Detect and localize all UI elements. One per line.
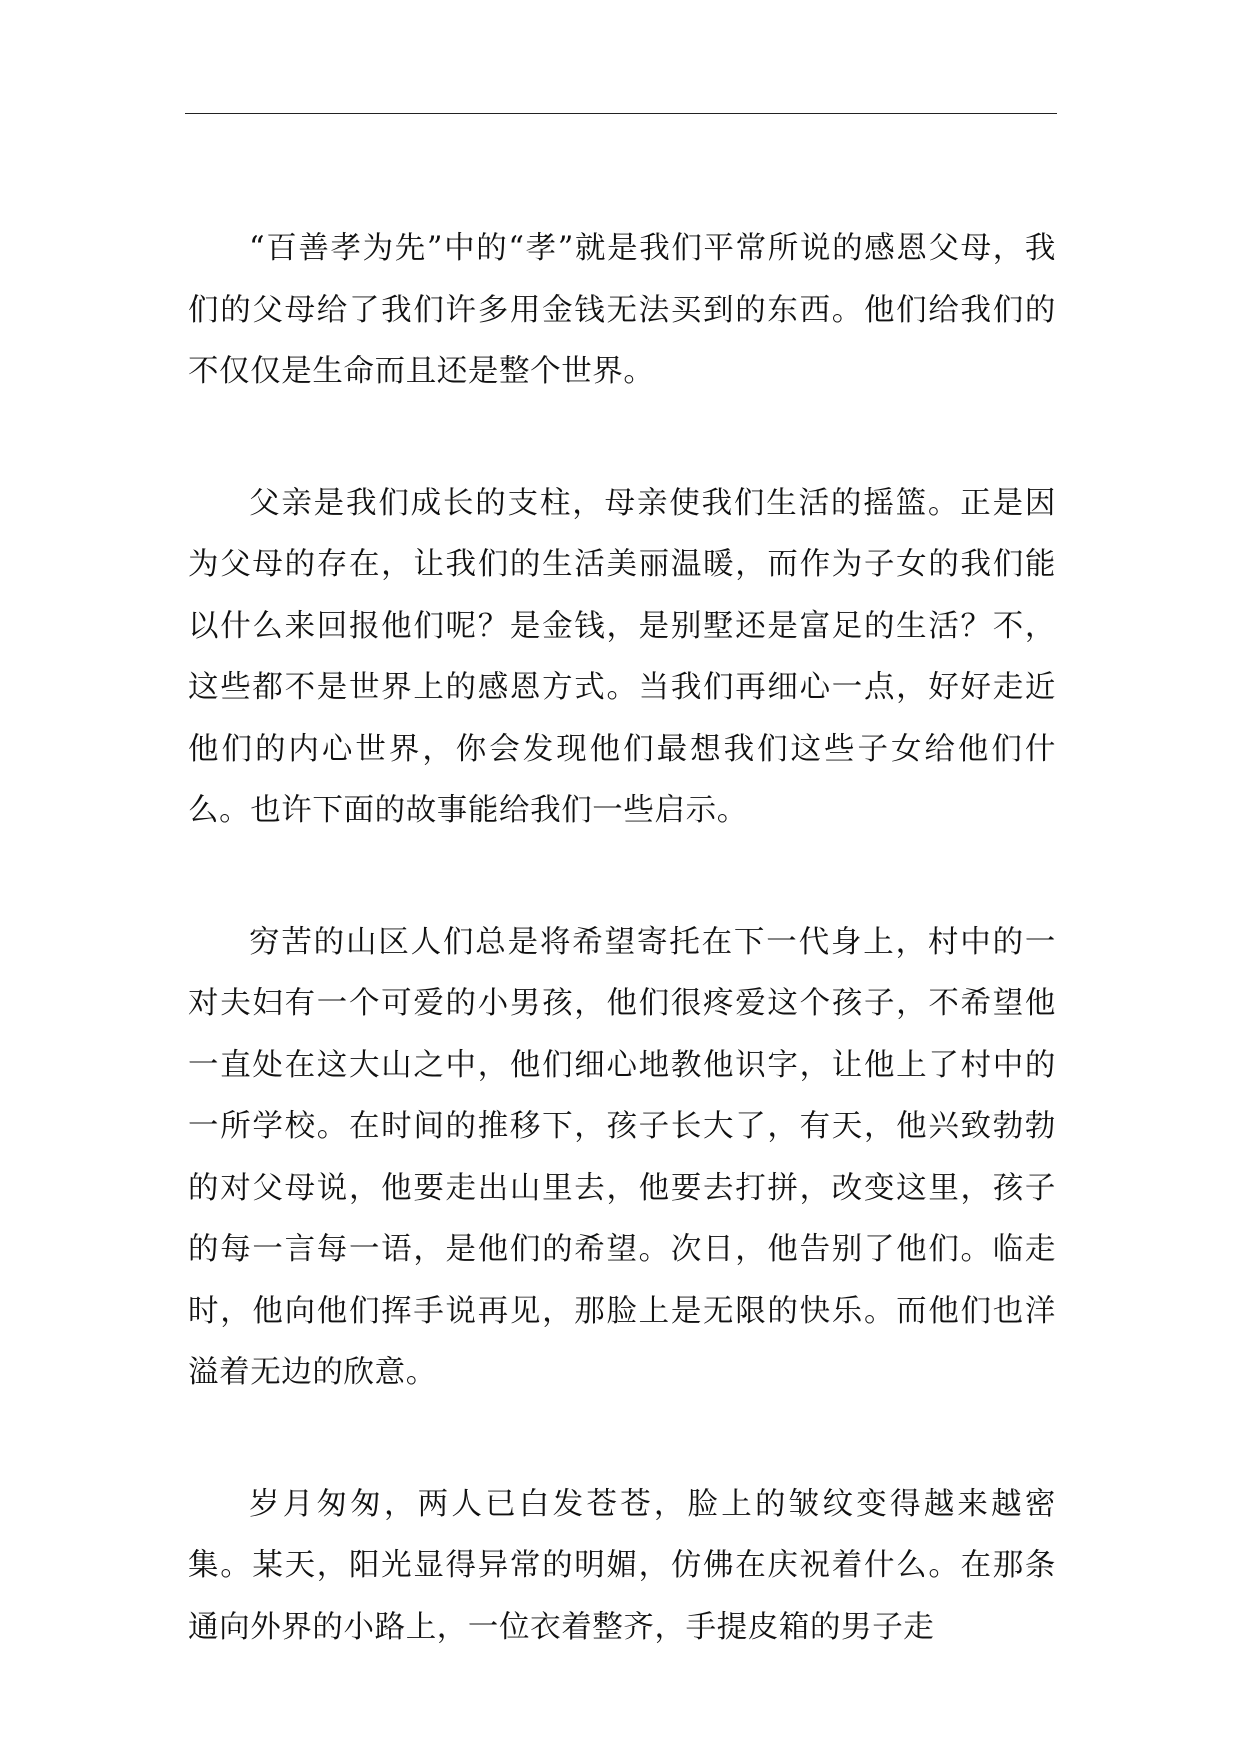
document-body [188, 218, 1056, 1728]
paragraph-1: “百善孝为先”中的“孝”就是我们平常所说的感恩父母，我们的父母给了我们许多用金钱无法买到的东西。他们给我们的不仅仅是生命而且还是整个世界。 [188, 231, 1056, 389]
header-rule [185, 113, 1057, 114]
paragraph-2: 父亲是我们成长的支柱，母亲使我们生活的摇篮。正是因为父母的存在，让我们的生活美丽温暖，而作为子女的我们能以什么来回报他们呢？是金钱，是别墅还是富足的生活？不，这些都不是世界上的感恩方式。当我们再细心一点，好好走近他们的内心世界，你会发现他们最想我们这些子女给他们什么。也许下面的故事能给我们一些启示。 [188, 485, 1056, 828]
paragraph-4: 岁月匆匆，两人已白发苍苍，脸上的皱纹变得越来越密集。某天，阳光显得异常的明媚，仿佛在庆祝着什么。在那条通向外界的小路上，一位衣着整齐，手提皮箱的男子走 [188, 1486, 1056, 1645]
paragraph-3: 穷苦的山区人们总是将希望寄托在下一代身上，村中的一对夫妇有一个可爱的小男孩，他们很疼爱这个孩子，不希望他一直处在这大山之中，他们细心地教他识字，让他上了村中的一所学校。在时间的推移下，孩子长大了，有天，他兴致勃勃的对父母说，他要走出山里去，他要去打拼，改变这里，孩子的每一言每一语，是他们的希望。次日，他告别了他们。临走时，他向他们挥手说再见，那脸上是无限的快乐。而他们也洋溢着无边的欣意。 [188, 924, 1056, 1390]
